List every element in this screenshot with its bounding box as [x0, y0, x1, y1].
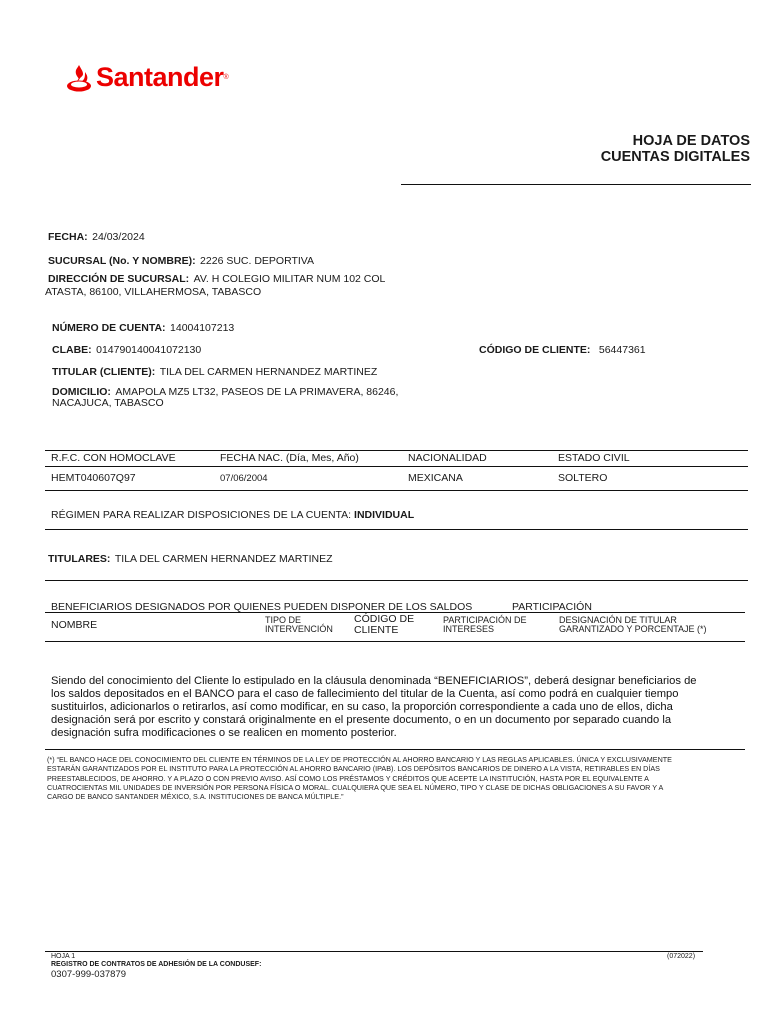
clause-line: Siendo del conocimiento del Cliente lo estipulado en la cláusula denominada “BENEFICIARIOS”, deberá designar beneficiarios de [51, 675, 697, 687]
sucursal-row [48, 251, 314, 269]
estado-civil-header: ESTADO CIVIL [558, 452, 630, 464]
regimen-row [51, 509, 414, 521]
beneficiarios-clause [51, 675, 711, 740]
personal-table-top [45, 450, 748, 451]
col-tipo-line-1: TIPO DE [265, 615, 302, 625]
fecha-label: FECHA: [48, 231, 88, 243]
registro-value: 0307-999-037879 [51, 969, 127, 980]
clabe-row [52, 340, 201, 358]
col-tipo-line-2: INTERVENCIÓN [265, 624, 333, 634]
santander-logo [66, 62, 229, 93]
col-tipo-intervencion [265, 616, 333, 634]
estado-civil-value: SOLTERO [558, 472, 608, 484]
footnote-line: CUATROCIENTAS MIL UNIDADES DE INVERSIÓN POR PERSONA FÍSICA O MORAL. CUALQUIERA QUE SEA EL NÚMERO, TIPO Y CLASE DE DICHAS OBLIGACIONES A SU FAVOR Y A [47, 782, 664, 792]
clause-line: sustituirlos, adicionarlos o retirarlos, así como modificar, en su caso, la proporción correspondiente a cada uno de ellos, dicha [51, 701, 673, 713]
cuenta-label: NÚMERO DE CUENTA: [52, 322, 166, 334]
regimen-value: INDIVIDUAL [354, 509, 415, 521]
fecha-nac-header: FECHA NAC. (Día, Mes, Año) [220, 452, 359, 464]
footnote-line: PREESTABLECIDOS, DE AHORRO. Y A PLAZO O CON PREVIO AVISO. ASÍ COMO LOS PRÉSTAMOS Y CRÉDITOS QUE ACEPTE LA INSTITUCIÓN, HASTA POR EL EQUIVALENTE A [47, 773, 649, 783]
regimen-divider [45, 529, 748, 530]
brand-name: Santander [96, 62, 224, 92]
direccion-value-2: ATASTA, 86100, VILLAHERMOSA, TABASCO [45, 286, 262, 298]
footnote-line: CARGO DE BANCO SANTANDER MÉXICO, S.A. INSTITUCIONES DE BANCA MÚLTIPLE.” [47, 792, 344, 802]
beneficiarios-header-bottom [45, 641, 745, 642]
col-codigo-line-2: CLIENTE [354, 624, 399, 636]
col-codigo-line-1: CÓDIGO DE [354, 613, 415, 625]
fecha-nac-value: 07/06/2004 [220, 473, 268, 484]
personal-table-mid [45, 466, 748, 467]
cuenta-row [52, 318, 234, 336]
titulares-row [48, 549, 333, 567]
direccion-row [45, 271, 386, 299]
title-line-2: CUENTAS DIGITALES [600, 149, 750, 165]
fecha-value: 24/03/2024 [92, 231, 145, 243]
titular-row [52, 362, 377, 380]
clabe-label: CLABE: [52, 344, 92, 356]
direccion-value-1: AV. H COLEGIO MILITAR NUM 102 COL [193, 273, 386, 285]
titular-label: TITULAR (CLIENTE): [52, 366, 156, 378]
page-number: HOJA 1 [51, 953, 76, 960]
codigo-cliente-row [479, 340, 646, 358]
sucursal-value: 2226 SUC. DEPORTIVA [200, 255, 315, 267]
nacionalidad-value: MEXICANA [408, 472, 463, 484]
cuenta-value: 14004107213 [170, 322, 235, 334]
footnote-line: (*) “EL BANCO HACE DEL CONOCIMIENTO DEL CLIENTE EN TÉRMINOS DE LA LEY DE PROTECCIÓN AL AHORRO BANCARIO Y LAS REGLAS APLICABLES. ÚNICA Y EXCLUSIVAMENTE [47, 755, 672, 764]
direccion-label: DIRECCIÓN DE SUCURSAL: [48, 273, 190, 285]
rfc-header: R.F.C. CON HOMOCLAVE [51, 452, 176, 464]
footer-divider [45, 951, 703, 952]
domicilio-row [52, 385, 398, 409]
clause-divider [45, 749, 745, 750]
brand-registered: ® [223, 74, 229, 81]
titulares-label: TITULARES: [48, 553, 111, 565]
titulares-divider [45, 580, 748, 581]
clause-line: los saldos depositados en el BANCO para el caso de fallecimiento del titular de la Cuenta, así como podrá en cualquier tiempo [51, 688, 679, 700]
clause-line: designación será por escrito y constará originalmente en el presente documento, o en un documento por separado cuando la [51, 714, 672, 726]
document-title [601, 133, 750, 165]
fecha-row [48, 227, 145, 245]
titular-value: TILA DEL CARMEN HERNANDEZ MARTINEZ [159, 366, 378, 378]
col-desig-line-1: DESIGNACIÓN DE TITULAR [559, 615, 677, 625]
col-desig-line-2: GARANTIZADO Y PORCENTAJE (*) [559, 624, 707, 634]
codigo-label: CÓDIGO DE CLIENTE: [479, 344, 591, 356]
form-code: (072022) [667, 953, 696, 960]
col-part-line-1: PARTICIPACIÓN DE [443, 615, 527, 625]
registro-label: REGISTRO DE CONTRATOS DE ADHESIÓN DE LA CONDUSEF: [51, 961, 262, 968]
sucursal-label: SUCURSAL (No. Y NOMBRE): [48, 255, 196, 267]
domicilio-value-2: NACAJUCA, TABASCO [52, 397, 164, 409]
ipab-footnote [47, 755, 723, 801]
clabe-value: 014790140041072130 [96, 344, 202, 356]
titulares-value: TILA DEL CARMEN HERNANDEZ MARTINEZ [114, 553, 333, 565]
domicilio-value-1: AMAPOLA MZ5 LT32, PASEOS DE LA PRIMAVERA, 86246, [115, 386, 399, 398]
col-participacion-intereses [443, 616, 527, 634]
footnote-line: ESTARÁN GARANTIZADOS POR EL INSTITUTO PARA LA PROTECCIÓN AL AHORRO BANCARIO (IPAB). LOS DEPÓSITOS BANCARIOS DE DINERO A LA VISTA, RETIRABLES EN DÍAS [47, 764, 660, 774]
regimen-label: RÉGIMEN PARA REALIZAR DISPOSICIONES DE LA CUENTA: [51, 509, 352, 521]
participacion-heading: PARTICIPACIÓN [512, 601, 592, 613]
col-codigo-cliente [354, 614, 414, 636]
title-line-1: HOJA DE DATOS [632, 133, 750, 149]
codigo-value: 56447361 [598, 344, 646, 356]
col-nombre: NOMBRE [51, 619, 98, 631]
rfc-value: HEMT040607Q97 [51, 472, 136, 484]
personal-table-bottom [45, 490, 748, 491]
title-divider [401, 184, 751, 185]
beneficiarios-heading: BENEFICIARIOS DESIGNADOS POR QUIENES PUEDEN DISPONER DE LOS SALDOS [51, 601, 473, 613]
clause-line: designación sufra modificaciones o se realicen en momento posterior. [51, 727, 397, 739]
flame-icon [66, 64, 92, 92]
domicilio-label: DOMICILIO: [52, 386, 111, 398]
col-part-line-2: INTERESES [443, 624, 495, 634]
col-designacion [559, 616, 707, 634]
nacionalidad-header: NACIONALIDAD [408, 452, 487, 464]
